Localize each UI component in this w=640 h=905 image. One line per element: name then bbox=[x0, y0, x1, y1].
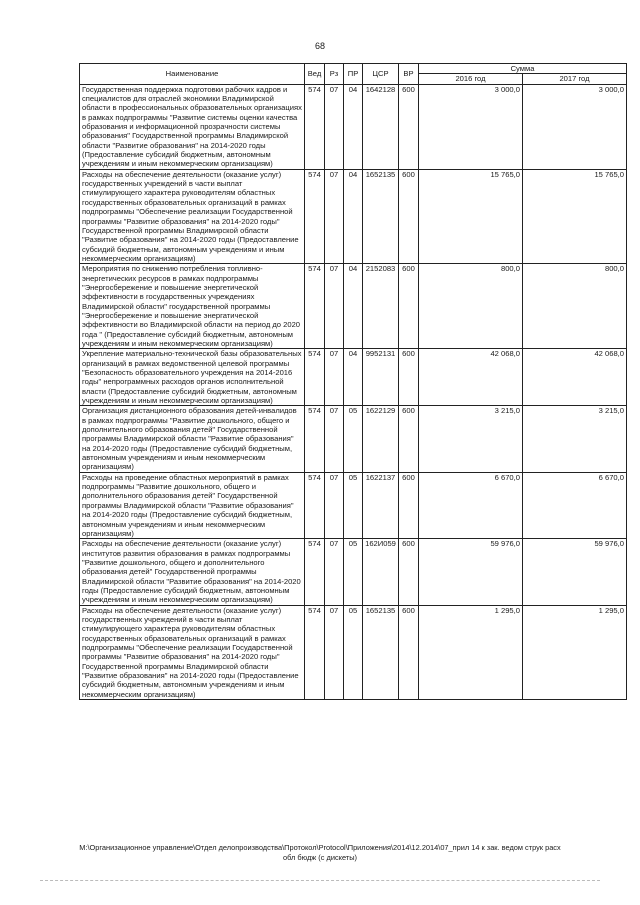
row-name: Расходы на проведение областных мероприятий в рамках подпрограммы "Развитие дошкольного, общего и дополнительного образования детей" Государственной программы Владимирской области "Развитие образования" на 2014-2020 годы (Предоставление субсидий бюджетным, автономным учреждениям и иным некоммерческим организациям) bbox=[80, 472, 305, 538]
row-pr: 04 bbox=[344, 169, 363, 263]
row-vr: 600 bbox=[399, 264, 419, 349]
row-csr: 1652135 bbox=[363, 605, 399, 699]
header-pr: ПР bbox=[344, 64, 363, 85]
header-sum: Сумма bbox=[419, 64, 627, 74]
file-path-line2: обл бюдж (с дискеты) bbox=[283, 853, 357, 862]
header-rz: Рз bbox=[325, 64, 344, 85]
row-rz: 07 bbox=[325, 539, 344, 605]
budget-table bbox=[79, 63, 627, 700]
row-pr: 05 bbox=[344, 406, 363, 472]
header-csr: ЦСР bbox=[363, 64, 399, 85]
row-rz: 07 bbox=[325, 84, 344, 169]
row-rz: 07 bbox=[325, 169, 344, 263]
row-vr: 600 bbox=[399, 84, 419, 169]
table-header bbox=[80, 64, 627, 85]
table-row bbox=[80, 349, 627, 406]
row-rz: 07 bbox=[325, 472, 344, 538]
row-csr: 2152083 bbox=[363, 264, 399, 349]
row-rz: 07 bbox=[325, 406, 344, 472]
row-pr: 04 bbox=[344, 264, 363, 349]
row-csr: 162И059 bbox=[363, 539, 399, 605]
row-name: Расходы на обеспечение деятельности (оказание услуг) государственных учреждений в части выплат стимулирующего характера руководителям областных государственных образовательных организаций в рамках подпрограммы "Обеспечение реализации Государственной программы "Развитие образования" на 2014-2020 годы" Государственной программы Владимирской области "Развитие образования" на 2014-2020 годы (Предоставление субсидий бюджетным, автономным учреждениям и иным некоммерческим организациям) bbox=[80, 169, 305, 263]
row-ved: 574 bbox=[305, 349, 325, 406]
row-ved: 574 bbox=[305, 84, 325, 169]
row-csr: 1642128 bbox=[363, 84, 399, 169]
row-name: Укрепление материально-технической базы образовательных организаций в рамках ведомственной целевой программы "Безопасность образовательного учреждения на 2014-2016 годы" непрограммных расходов органов исполнительной власти (Предоставление субсидий бюджетным, автономным учреждениям и иным некоммерческим организациям) bbox=[80, 349, 305, 406]
table-row bbox=[80, 406, 627, 472]
table-body bbox=[80, 84, 627, 699]
header-name: Наименование bbox=[80, 64, 305, 85]
row-sum-2017: 800,0 bbox=[523, 264, 627, 349]
row-ved: 574 bbox=[305, 539, 325, 605]
row-rz: 07 bbox=[325, 264, 344, 349]
row-vr: 600 bbox=[399, 605, 419, 699]
row-ved: 574 bbox=[305, 472, 325, 538]
row-sum-2017: 42 068,0 bbox=[523, 349, 627, 406]
row-pr: 04 bbox=[344, 349, 363, 406]
header-2016: 2016 год bbox=[419, 74, 523, 84]
row-rz: 07 bbox=[325, 349, 344, 406]
row-sum-2016: 800,0 bbox=[419, 264, 523, 349]
row-name: Государственная поддержка подготовки рабочих кадров и специалистов для отраслей экономики Владимирской области в профессиональных образовательных организациях в рамках подпрограммы "Развитие системы оценки качества образования и информационной прозрачности системы образования" Государственной программы Владимирской области "Развитие образования" на 2014-2020 годы (Предоставление субсидий бюджетным, автономным учреждениям и иным некоммерческим организациям) bbox=[80, 84, 305, 169]
row-sum-2017: 3 000,0 bbox=[523, 84, 627, 169]
row-csr: 9952131 bbox=[363, 349, 399, 406]
header-2017: 2017 год bbox=[523, 74, 627, 84]
file-path-line1: M:\Организационное управление\Отдел делопроизводства\Протокол\Protocol\Приложения\2014\12.2014\07_прил 14 к зак. ведом струк расх bbox=[79, 843, 561, 852]
row-sum-2017: 6 670,0 bbox=[523, 472, 627, 538]
row-sum-2016: 15 765,0 bbox=[419, 169, 523, 263]
row-sum-2016: 6 670,0 bbox=[419, 472, 523, 538]
row-csr: 1622137 bbox=[363, 472, 399, 538]
row-ved: 574 bbox=[305, 264, 325, 349]
row-rz: 07 bbox=[325, 605, 344, 699]
row-vr: 600 bbox=[399, 349, 419, 406]
row-sum-2016: 42 068,0 bbox=[419, 349, 523, 406]
table-row bbox=[80, 472, 627, 538]
table-row bbox=[80, 169, 627, 263]
row-csr: 1652135 bbox=[363, 169, 399, 263]
row-sum-2016: 59 976,0 bbox=[419, 539, 523, 605]
row-vr: 600 bbox=[399, 472, 419, 538]
row-ved: 574 bbox=[305, 605, 325, 699]
row-sum-2016: 3 000,0 bbox=[419, 84, 523, 169]
row-name: Мероприятия по снижению потребления топливно-энергетических ресурсов в рамках подпрограммы "Энергосбережение и повышение энергетической эффективности в государственных учреждениях Владимирской области" государственной программы "Энергосбережение и повышение энергатической эффективности во Владимирской области на период до 2020 года " (Предоставление субсидий бюджетным, автономным учреждениям и иным некоммерческим организациям) bbox=[80, 264, 305, 349]
table-row bbox=[80, 264, 627, 349]
row-sum-2016: 3 215,0 bbox=[419, 406, 523, 472]
row-pr: 05 bbox=[344, 539, 363, 605]
row-ved: 574 bbox=[305, 406, 325, 472]
row-vr: 600 bbox=[399, 539, 419, 605]
row-pr: 04 bbox=[344, 84, 363, 169]
row-sum-2016: 1 295,0 bbox=[419, 605, 523, 699]
table-row bbox=[80, 605, 627, 699]
row-name: Расходы на обеспечение деятельности (оказание услуг) институтов развития образования в рамках подпрограммы "Развитие дошкольного, общего и дополнительного образования детей" Государственной программы Владимирской области "Развитие образования" на 2014-2020 годы (Предоставление субсидий бюджетным, автономным учреждениям и иным некоммерческим организациям) bbox=[80, 539, 305, 605]
row-vr: 600 bbox=[399, 406, 419, 472]
row-vr: 600 bbox=[399, 169, 419, 263]
header-vr: ВР bbox=[399, 64, 419, 85]
table-row bbox=[80, 539, 627, 605]
header-ved: Вед bbox=[305, 64, 325, 85]
row-sum-2017: 15 765,0 bbox=[523, 169, 627, 263]
row-sum-2017: 59 976,0 bbox=[523, 539, 627, 605]
row-name: Расходы на обеспечение деятельности (оказание услуг) государственных учреждений в части выплат стимулирующего характера руководителям областных государственных образовательных организаций в рамках подпрограммы "Обеспечение реализации Государственной программы "Развитие образования" на 2014-2020 годы" Государственной программы Владимирской области "Развитие образования" на 2014-2020 годы (Предоставление субсидий бюджетным, автономным учреждениям и иным некоммерческим организациям) bbox=[80, 605, 305, 699]
file-path-footer bbox=[40, 843, 600, 863]
page-number: 68 bbox=[314, 41, 325, 51]
table-row bbox=[80, 84, 627, 169]
footer-divider bbox=[40, 880, 600, 881]
row-name: Организация дистанционного образования детей-инвалидов в рамках подпрограммы "Развитие дошкольного, общего и дополнительного образования детей" Государственной программы Владимирской области "Развитие образования" на 2014-2020 годы (Предоставление субсидий бюджетным, автономным учреждениям и иным некоммерческим организациям) bbox=[80, 406, 305, 472]
row-sum-2017: 3 215,0 bbox=[523, 406, 627, 472]
row-sum-2017: 1 295,0 bbox=[523, 605, 627, 699]
row-csr: 1622129 bbox=[363, 406, 399, 472]
row-pr: 05 bbox=[344, 472, 363, 538]
row-ved: 574 bbox=[305, 169, 325, 263]
row-pr: 05 bbox=[344, 605, 363, 699]
